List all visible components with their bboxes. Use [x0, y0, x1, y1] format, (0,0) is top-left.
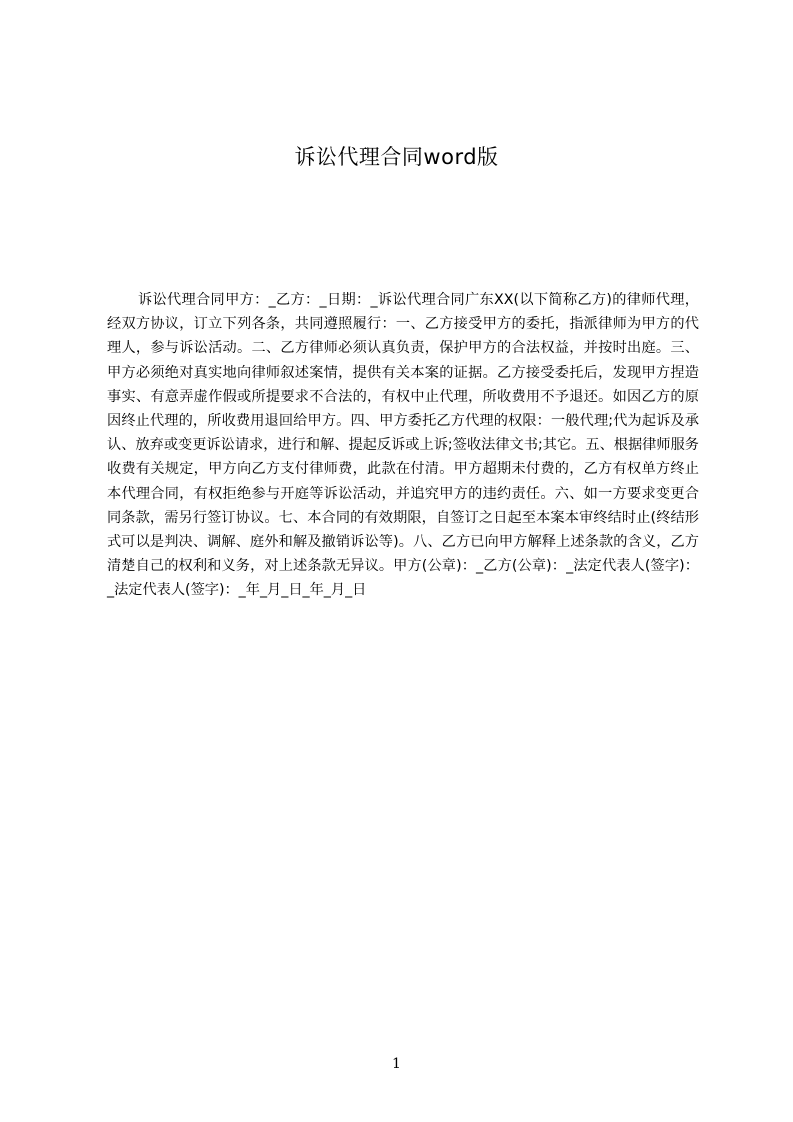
page-number: 1 — [392, 1056, 401, 1072]
contract-body-text: 诉讼代理合同甲方：_乙方：_日期：_诉讼代理合同广东XX(以下简称乙方)的律师代理，经双方协议，订立下列各条，共同遵照履行：一、乙方接受甲方的委托，指派律师为甲方的代理人，参与诉讼活动。二、乙方律师必须认真负责，保护甲方的合法权益，并按时出庭。三、甲方必须绝对真实地向律师叙述案情，提供有关本案的证据。乙方接受委托后，发现甲方捏造事实、有意弄虚作假或所提要求不合法的，有权中止代理，所收费用不予退还。如因乙方的原因终止代理的，所收费用退回给甲方。四、甲方委托乙方代理的权限：一般代理;代为起诉及承认、放弃或变更诉讼请求，进行和解、提起反诉或上诉;签收法律文书;其它。五、根据律师服务收费有关规定，甲方向乙方支付律师费，此款在付清。甲方超期未付费的，乙方有权单方终止本代理合同，有权拒绝参与开庭等诉讼活动，并追究甲方的违约责任。六、如一方要求变更合同条款，需另行签订协议。七、本合同的有效期限，自签订之日起至本案本审终结时止(终结形式可以是判决、调解、庭外和解及撤销诉讼等)。八、乙方已向甲方解释上述条款的含义，乙方清楚自己的权利和义务，对上述条款无异议。甲方(公章)：_乙方(公章)：_法定代表人(签字)：_法定代表人(签字)：_年_月_日_年_月_日 — [107, 292, 699, 599]
document-title: 诉讼代理合同word版 — [294, 145, 499, 169]
